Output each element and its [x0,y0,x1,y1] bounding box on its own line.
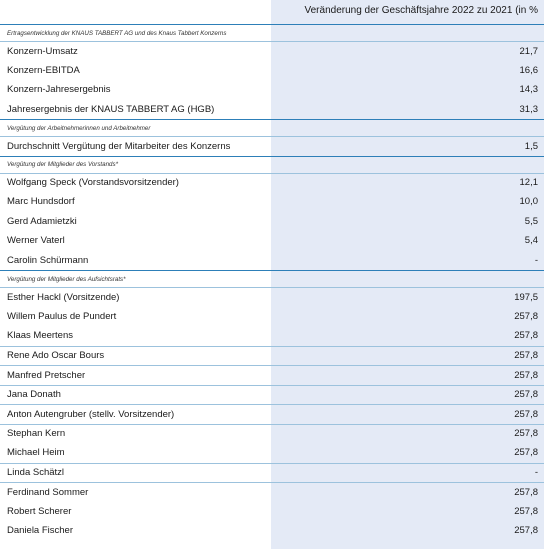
table-row [0,404,544,424]
row-value: - [534,254,538,266]
table-row [0,231,544,251]
row-value: 197,5 [514,291,538,303]
row-label: Esther Hackl (Vorsitzende) [7,291,120,303]
header-value-label: Veränderung der Geschäftsjahre 2022 zu 2021 (in % [304,5,538,16]
table-row [0,41,544,61]
table-row [0,385,544,405]
row-value: 12,1 [519,177,538,189]
row-label: Robert Scherer [7,505,72,517]
row-label: Michael Heim [7,447,65,459]
row-label: Rene Ado Oscar Bours [7,350,105,362]
row-label: Anton Autengruber (stellv. Vorsitzender) [7,408,175,420]
table-row [0,424,544,444]
section-title: Vergütung der Arbeitnehmerinnen und Arbeitnehmer [0,119,544,136]
row-label: Jana Donath [7,389,61,401]
row-label: Gerd Adamietzki [7,215,77,227]
row-value: 257,8 [514,486,538,498]
table-row [0,212,544,232]
table-row [0,287,544,307]
row-label: Klaas Meertens [7,330,74,342]
row-value: 257,8 [514,525,538,537]
row-value: 10,0 [519,196,538,208]
row-label: Marc Hundsdorf [7,196,75,208]
row-value: - [534,467,538,479]
section-title: Ertragsentwicklung der KNAUS TABBERT AG und des Knaus Tabbert Konzerns [0,24,544,41]
row-value: 14,3 [519,84,538,96]
row-label: Konzern-Umsatz [7,45,78,57]
section-title: Vergütung der Mitglieder des Aufsichtsrats* [0,270,544,287]
row-label: Willem Paulus de Pundert [7,310,117,322]
row-label: Linda Schätzl [7,467,65,479]
table-row [0,136,544,156]
row-label: Ferdinand Sommer [7,486,89,498]
table-row [0,521,544,541]
table-row [0,61,544,81]
table-row [0,346,544,366]
row-value: 5,5 [524,215,538,227]
row-label: Manfred Pretscher [7,369,86,381]
row-label: Daniela Fischer [7,525,73,537]
table-row [0,100,544,120]
table-row [0,326,544,346]
row-value: 257,8 [514,350,538,362]
row-value: 257,8 [514,330,538,342]
row-value: 5,4 [524,235,538,247]
row-value: 257,8 [514,447,538,459]
row-label: Jahresergebnis der KNAUS TABBERT AG (HGB) [7,103,215,115]
row-value: 1,5 [524,140,538,152]
table-row [0,365,544,385]
row-label: Stephan Kern [7,428,66,440]
table-row [0,443,544,463]
row-label: Konzern-Jahresergebnis [7,84,111,96]
row-label: Durchschnitt Vergütung der Mitarbeiter des Konzerns [7,140,231,152]
row-label: Konzern-EBITDA [7,64,80,76]
row-value: 257,8 [514,369,538,381]
row-value: 257,8 [514,428,538,440]
row-label: Werner Vaterl [7,235,65,247]
table-row [0,173,544,193]
table-row [0,307,544,327]
table-row [0,463,544,483]
table-header [0,0,544,24]
row-value: 21,7 [519,45,538,57]
table-row [0,192,544,212]
table-row [0,482,544,502]
table-row [0,502,544,522]
row-value: 257,8 [514,310,538,322]
row-value: 257,8 [514,505,538,517]
row-value: 31,3 [519,103,538,115]
row-value: 257,8 [514,389,538,401]
table-row [0,80,544,100]
row-label: Carolin Schürmann [7,254,89,266]
table-row [0,251,544,271]
row-label: Wolfgang Speck (Vorstandsvorsitzender) [7,177,179,189]
section-title: Vergütung der Mitglieder des Vorstands* [0,156,544,173]
row-value: 16,6 [519,64,538,76]
row-value: 257,8 [514,408,538,420]
